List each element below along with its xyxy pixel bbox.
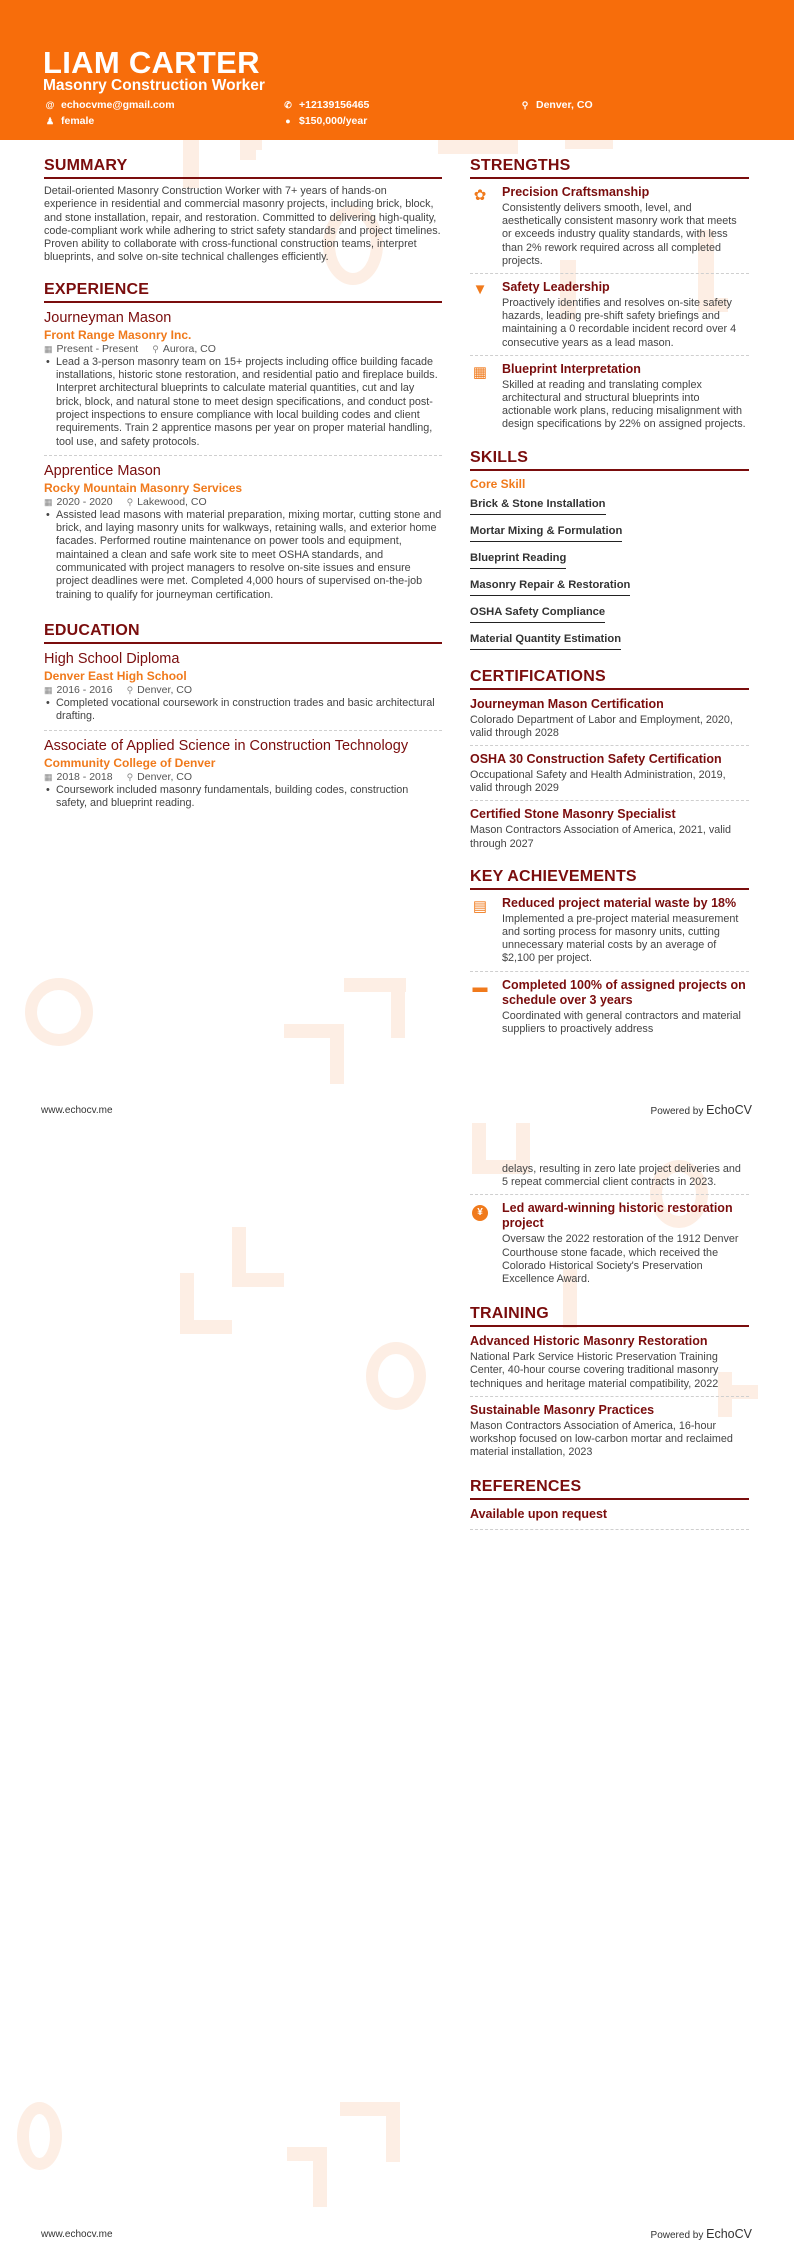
at-sign-icon: @	[45, 100, 55, 110]
decor-shape	[313, 2147, 327, 2207]
job-bullet: • Lead a 3-person masonry team on 15+ projects including office building facade installations, historic stone restoration, and residential patio and fireplace builds. Interpret architectural blueprints to calculate material quantities, cut and lay brick, block, and natural stone to meet design specifications, and conduct post-project inspections to ensure compliance with local building codes and client requirements. Train 2 apprentice masons per year on proper material handling, tool use, and safety protocols.	[44, 356, 442, 449]
achievement-desc: Coordinated with general contractors and material suppliers to proactively address	[502, 1009, 741, 1035]
degree-title: High School Diploma	[44, 650, 180, 667]
school-name: Denver East High School	[44, 668, 187, 683]
education-section	[44, 622, 442, 816]
skill-item: Masonry Repair & Restoration	[470, 579, 630, 596]
education-bullet: • Completed vocational coursework in construction trades and basic architectural drafting.	[44, 697, 442, 724]
training-title: Sustainable Masonry Practices	[470, 1402, 655, 1417]
references-section	[470, 1478, 749, 1530]
contact-salary: ● $150,000/year	[283, 115, 367, 127]
dollar-coin-icon: ●	[285, 116, 291, 126]
section-heading: SUMMARY	[44, 157, 442, 179]
achievement-item	[470, 978, 749, 1041]
right-column-page-2	[470, 1163, 749, 1535]
calendar-icon: ▦	[44, 771, 53, 782]
degree-title: Associate of Applied Science in Construction Technology	[44, 737, 409, 754]
yen-coin-icon: ¥	[470, 1201, 490, 1286]
decor-ring	[366, 1342, 426, 1410]
training-item	[470, 1333, 749, 1397]
contact-gender: ♟ female	[45, 115, 95, 127]
strength-item	[470, 280, 749, 356]
strength-title: Precision Craftsmanship	[502, 185, 650, 199]
certification-desc: Colorado Department of Labor and Employment, 2020, valid through 2028	[470, 713, 733, 739]
graduation-cap-icon: ▼	[472, 281, 488, 299]
phone-icon: ✆	[284, 99, 292, 110]
section-heading: SKILLS	[470, 449, 749, 471]
footer-powered-by[interactable]: Powered by EchoCV	[650, 1103, 752, 1117]
certification-title: OSHA 30 Construction Safety Certification	[470, 752, 722, 767]
decor-shape	[240, 140, 262, 150]
achievement-desc: Oversaw the 2022 restoration of the 1912 Denver Courthouse stone facade, which received the Colorado Historical Society's Preservation Excellence Award.	[502, 1233, 739, 1286]
section-heading: TRAINING	[470, 1305, 749, 1327]
achievement-title: Completed 100% of assigned projects on schedule over 3 years	[502, 977, 746, 1007]
certifications-section	[470, 668, 749, 856]
skill-item: Brick & Stone Installation	[470, 498, 606, 515]
strength-title: Safety Leadership	[502, 280, 610, 295]
certification-desc: Occupational Safety and Health Administration, 2019, valid through 2029	[470, 769, 726, 795]
skill-item: Material Quantity Estimation	[470, 633, 621, 650]
section-heading: EDUCATION	[44, 622, 442, 644]
education-meta: ▦ 2018 - 2018 ⚲ Denver, CO	[44, 770, 193, 783]
experience-item	[44, 309, 442, 456]
education-item	[44, 737, 442, 817]
decor-shape	[438, 140, 518, 154]
achievement-item-continued	[470, 1163, 749, 1195]
map-pin-icon: ⚲	[126, 496, 134, 507]
achievement-desc: delays, resulting in zero late project deliveries and 5 repeat commercial client contracts in 2023.	[502, 1163, 741, 1189]
section-heading: REFERENCES	[470, 1478, 749, 1500]
achievement-item	[470, 896, 749, 972]
job-title: Journeyman Mason	[44, 309, 172, 326]
map-pin-icon: ⚲	[126, 684, 134, 695]
calendar-icon: ▦	[44, 684, 53, 695]
resume-header	[0, 0, 794, 140]
references-item	[470, 1506, 749, 1530]
summary-section	[44, 157, 442, 265]
contact-email[interactable]: @ echocvme@gmail.com	[45, 99, 175, 111]
education-meta: ▦ 2016 - 2016 ⚲ Denver, CO	[44, 683, 193, 696]
training-title: Advanced Historic Masonry Restoration	[470, 1334, 708, 1349]
school-name: Community College of Denver	[44, 755, 216, 770]
footer-website[interactable]: www.echocv.me	[41, 1105, 113, 1116]
strength-desc: Consistently delivers smooth, level, and aesthetically consistent masonry work that meets or exceeds industry quality standards, with less than 2% rework required across all completed projects.	[502, 202, 737, 267]
strength-item	[470, 185, 749, 274]
section-heading: STRENGTHS	[470, 157, 749, 179]
calendar-icon: ▦	[44, 343, 53, 354]
decor-ring	[25, 978, 93, 1046]
skills-section	[470, 449, 749, 656]
candidate-title: Masonry Construction Worker	[43, 77, 265, 94]
map-pin-icon: ⚲	[152, 343, 159, 354]
contact-location: ⚲ Denver, CO	[521, 99, 593, 111]
certification-item	[470, 696, 749, 746]
training-item	[470, 1402, 749, 1465]
job-company: Rocky Mountain Masonry Services	[44, 480, 243, 495]
section-heading: CERTIFICATIONS	[470, 668, 749, 690]
strength-item	[470, 362, 749, 437]
contact-phone[interactable]: ✆ +12139156465	[284, 99, 370, 111]
candidate-name: LIAM CARTER	[43, 45, 260, 80]
decor-shape	[330, 1024, 344, 1084]
references-text: Available upon request	[470, 1507, 608, 1522]
achievement-desc: Implemented a pre-project material measurement and sorting process for masonry units, cutting unnecessary material costs by an average of $2,100 per project.	[502, 912, 739, 965]
job-title: Apprentice Mason	[44, 462, 161, 479]
calculator-icon: ▤	[472, 897, 488, 915]
certification-desc: Mason Contractors Association of America, 2021, valid through 2027	[470, 824, 732, 850]
training-section	[470, 1305, 749, 1464]
decor-shape	[516, 1123, 530, 1163]
certification-item	[470, 751, 749, 801]
section-heading: EXPERIENCE	[44, 281, 442, 303]
job-company: Front Range Masonry Inc.	[44, 327, 192, 342]
certification-title: Certified Stone Masonry Specialist	[470, 807, 676, 822]
skill-item: Mortar Mixing & Formulation	[470, 525, 622, 542]
store-icon: ▦	[472, 363, 488, 381]
gear-icon: ✿	[473, 187, 487, 204]
strength-title: Blueprint Interpretation	[502, 361, 641, 376]
decor-shape	[232, 1273, 284, 1287]
decor-shape	[180, 1320, 232, 1334]
speech-bubble-icon: ▬	[472, 978, 488, 996]
certification-item	[470, 806, 749, 855]
training-desc: Mason Contractors Association of America, 16-hour workshop focused on low-carbon mortar and reclaimed material installation, 2023	[470, 1419, 733, 1459]
section-heading: KEY ACHIEVEMENTS	[470, 868, 749, 890]
achievement-item	[470, 1201, 749, 1291]
job-bullet: • Assisted lead masons with material preparation, mixing mortar, cutting stone and brick, and laying masonry units for walkways, retaining walls, and exterior home facades. Performed routine maintenance on power tools and equipment, maintained a clean and safe work site to meet OSHA standards, and communicated with project managers to resolve on-site issues and ensure project deadlines were met. Completed 4,000 hours of supervised on-the-job training to qualify for journeyman certification.	[44, 509, 442, 602]
certification-title: Journeyman Mason Certification	[470, 696, 664, 711]
map-pin-icon: ⚲	[126, 771, 134, 782]
skill-category: Core Skill	[470, 476, 526, 491]
strength-desc: Skilled at reading and translating complex architectural and structural blueprints into actionable work plans, reducing misalignment with design specifications by 22% on assigned projects.	[502, 378, 746, 431]
education-item	[44, 650, 442, 731]
skill-item: Blueprint Reading	[470, 552, 566, 569]
footer-website[interactable]: www.echocv.me	[41, 2229, 113, 2240]
person-icon: ♟	[45, 115, 55, 126]
skill-item: OSHA Safety Compliance	[470, 606, 605, 623]
calendar-icon: ▦	[44, 496, 53, 507]
decor-shape	[391, 978, 405, 1038]
education-bullet: • Coursework included masonry fundamentals, building codes, construction safety, and blueprint reading.	[44, 784, 442, 811]
summary-text: Detail-oriented Masonry Construction Worker with 7+ years of hands-on experience in residential and commercial masonry projects, including brick, block, and stone installation, repair, and restoration. Committed to delivering high-quality, code-compliant work while adhering to strict safety standards and project timelines. Proven ability to collaborate with cross-functional construction teams, interpret blueprints, and solve on-site technical challenges efficiently.	[44, 185, 441, 264]
achievement-title: Led award-winning historic restoration project	[502, 1201, 733, 1231]
strengths-section	[470, 157, 749, 437]
experience-item	[44, 462, 442, 608]
decor-ring	[17, 2102, 62, 2170]
achievement-title: Reduced project material waste by 18%	[502, 895, 737, 910]
job-meta: ▦ Present - Present ⚲ Aurora, CO	[44, 342, 216, 355]
right-column	[470, 157, 749, 1047]
spacer	[470, 1163, 490, 1189]
training-desc: National Park Service Historic Preservation Training Center, 40-hour course covering traditional masonry techniques and heritage material compatibility, 2022	[470, 1351, 719, 1390]
job-meta: ▦ 2020 - 2020 ⚲ Lakewood, CO	[44, 495, 207, 508]
achievements-section	[470, 868, 749, 1041]
brand-name: EchoCV	[706, 1103, 752, 1117]
decor-shape	[386, 2102, 400, 2162]
footer-powered-by[interactable]: Powered by EchoCV	[650, 2227, 752, 2241]
map-pin-icon: ⚲	[521, 99, 529, 110]
brand-name: EchoCV	[706, 2227, 752, 2241]
strength-desc: Proactively identifies and resolves on-site safety hazards, leading pre-shift safety briefings and maintaining a 0 recordable incident record over 4 consecutive years as a lead mason.	[502, 297, 737, 349]
experience-section	[44, 281, 442, 608]
left-column	[44, 157, 442, 822]
